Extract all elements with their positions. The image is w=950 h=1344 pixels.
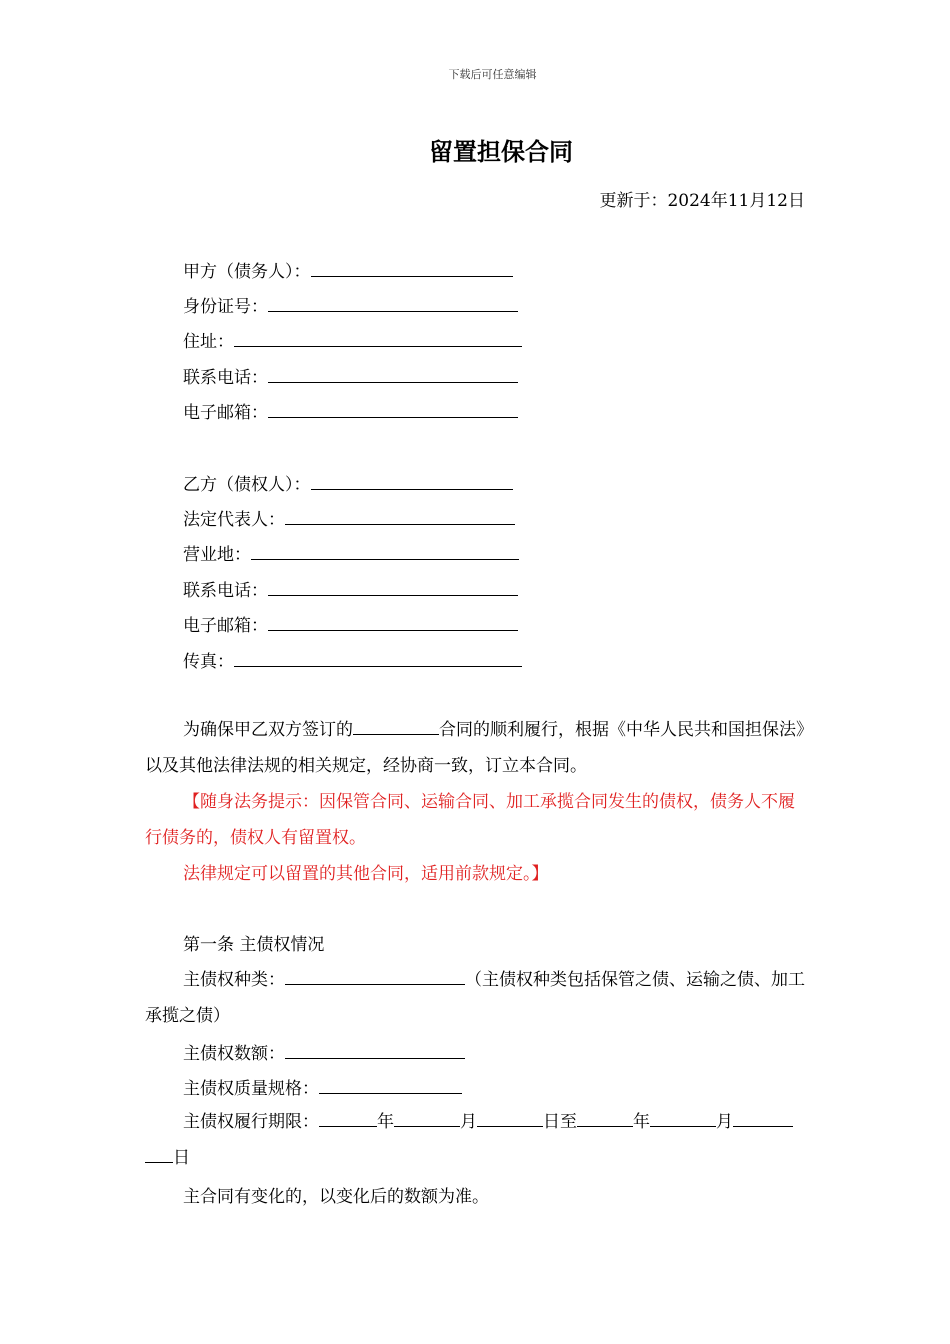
contract-name-blank[interactable] (353, 716, 439, 735)
article1-type (145, 962, 805, 1034)
party-b-fax-line (183, 648, 522, 674)
party-b-email-blank[interactable] (268, 612, 518, 631)
change-note: 主合同有变化的，以变化后的数额为准。 (183, 1187, 489, 1207)
updated-date: 更新于：2024年11月12日 (599, 191, 805, 211)
party-b-blank[interactable] (311, 471, 513, 490)
party-b-line (183, 471, 513, 497)
party-a-id-blank[interactable] (268, 293, 518, 312)
legal-tip-line1: 【随身法务提示：因保管合同、运输合同、加工承揽合同发生的债权，债务人不履行债务的，债权人有留置权。 (145, 792, 795, 848)
party-a-id-line (183, 293, 518, 319)
to-text: 日至 (543, 1112, 577, 1132)
party-a-address-line (183, 328, 522, 354)
party-b-phone-label: 联系电话： (183, 581, 268, 601)
end-month-blank[interactable] (650, 1108, 716, 1127)
quality-line (183, 1075, 462, 1101)
party-b-label: 乙方（债权人）： (183, 475, 311, 495)
party-a-email-blank[interactable] (268, 399, 518, 418)
year-text-2: 年 (633, 1112, 650, 1132)
party-b-fax-blank[interactable] (234, 648, 522, 667)
party-b-email-line (183, 612, 518, 638)
end-year-blank[interactable] (577, 1108, 633, 1127)
type-label: 主债权种类： (183, 970, 285, 990)
term-label: 主债权履行期限： (183, 1112, 319, 1132)
party-a-phone-label: 联系电话： (183, 368, 268, 388)
legal-tip-line2: 法律规定可以留置的其他合同，适用前款规定。】 (183, 864, 549, 884)
party-b-business-line (183, 541, 519, 567)
day-text: 日 (173, 1148, 190, 1168)
start-day-blank[interactable] (477, 1108, 543, 1127)
party-a-email-label: 电子邮箱： (183, 403, 268, 423)
month-text: 月 (460, 1112, 477, 1132)
end-day-blank-b[interactable] (145, 1144, 173, 1163)
party-a-email-line (183, 399, 518, 425)
intro-part2: 合同的顺利履行，根据《中华人民共和国担保法》以及其他法律法规的相关规定，经协商一致，订立本合同。 (145, 720, 805, 776)
start-month-blank[interactable] (394, 1108, 460, 1127)
party-a-phone-blank[interactable] (268, 364, 518, 383)
type-note: （主债权种类包括保管之债、运输之债、加工承揽之债） (145, 970, 805, 1026)
quality-label: 主债权质量规格： (183, 1079, 319, 1099)
party-a-line (183, 258, 513, 284)
party-a-blank[interactable] (311, 258, 513, 277)
party-b-phone-line (183, 577, 518, 603)
intro-paragraph (145, 712, 805, 784)
amount-label: 主债权数额： (183, 1044, 285, 1064)
party-b-email-label: 电子邮箱： (183, 616, 268, 636)
start-year-blank[interactable] (319, 1108, 377, 1127)
term-paragraph (145, 1104, 805, 1176)
quality-blank[interactable] (319, 1075, 462, 1094)
party-b-business-label: 营业地： (183, 545, 251, 565)
month-text-2: 月 (716, 1112, 733, 1132)
party-a-id-label: 身份证号： (183, 297, 268, 317)
legal-tip (145, 784, 805, 856)
year-text: 年 (377, 1112, 394, 1132)
party-b-rep-label: 法定代表人： (183, 510, 285, 530)
intro-part1: 为确保甲乙双方签订的 (183, 720, 353, 740)
legal-tip-2 (145, 856, 805, 892)
party-a-address-blank[interactable] (234, 328, 522, 347)
amount-blank[interactable] (285, 1040, 465, 1059)
party-b-phone-blank[interactable] (268, 577, 518, 596)
party-b-business-blank[interactable] (251, 541, 519, 560)
document-title: 留置担保合同 (429, 138, 573, 166)
party-a-address-label: 住址： (183, 332, 234, 352)
article1-heading: 第一条 主债权情况 (183, 935, 325, 955)
party-a-phone-line (183, 364, 518, 390)
end-day-blank-a[interactable] (733, 1108, 793, 1127)
party-b-rep-line (183, 506, 515, 532)
header-note: 下载后可任意编辑 (448, 68, 537, 81)
party-b-fax-label: 传真： (183, 652, 234, 672)
amount-line (183, 1040, 465, 1066)
type-blank[interactable] (285, 966, 465, 985)
party-a-label: 甲方（债务人）： (183, 262, 311, 282)
party-b-rep-blank[interactable] (285, 506, 515, 525)
